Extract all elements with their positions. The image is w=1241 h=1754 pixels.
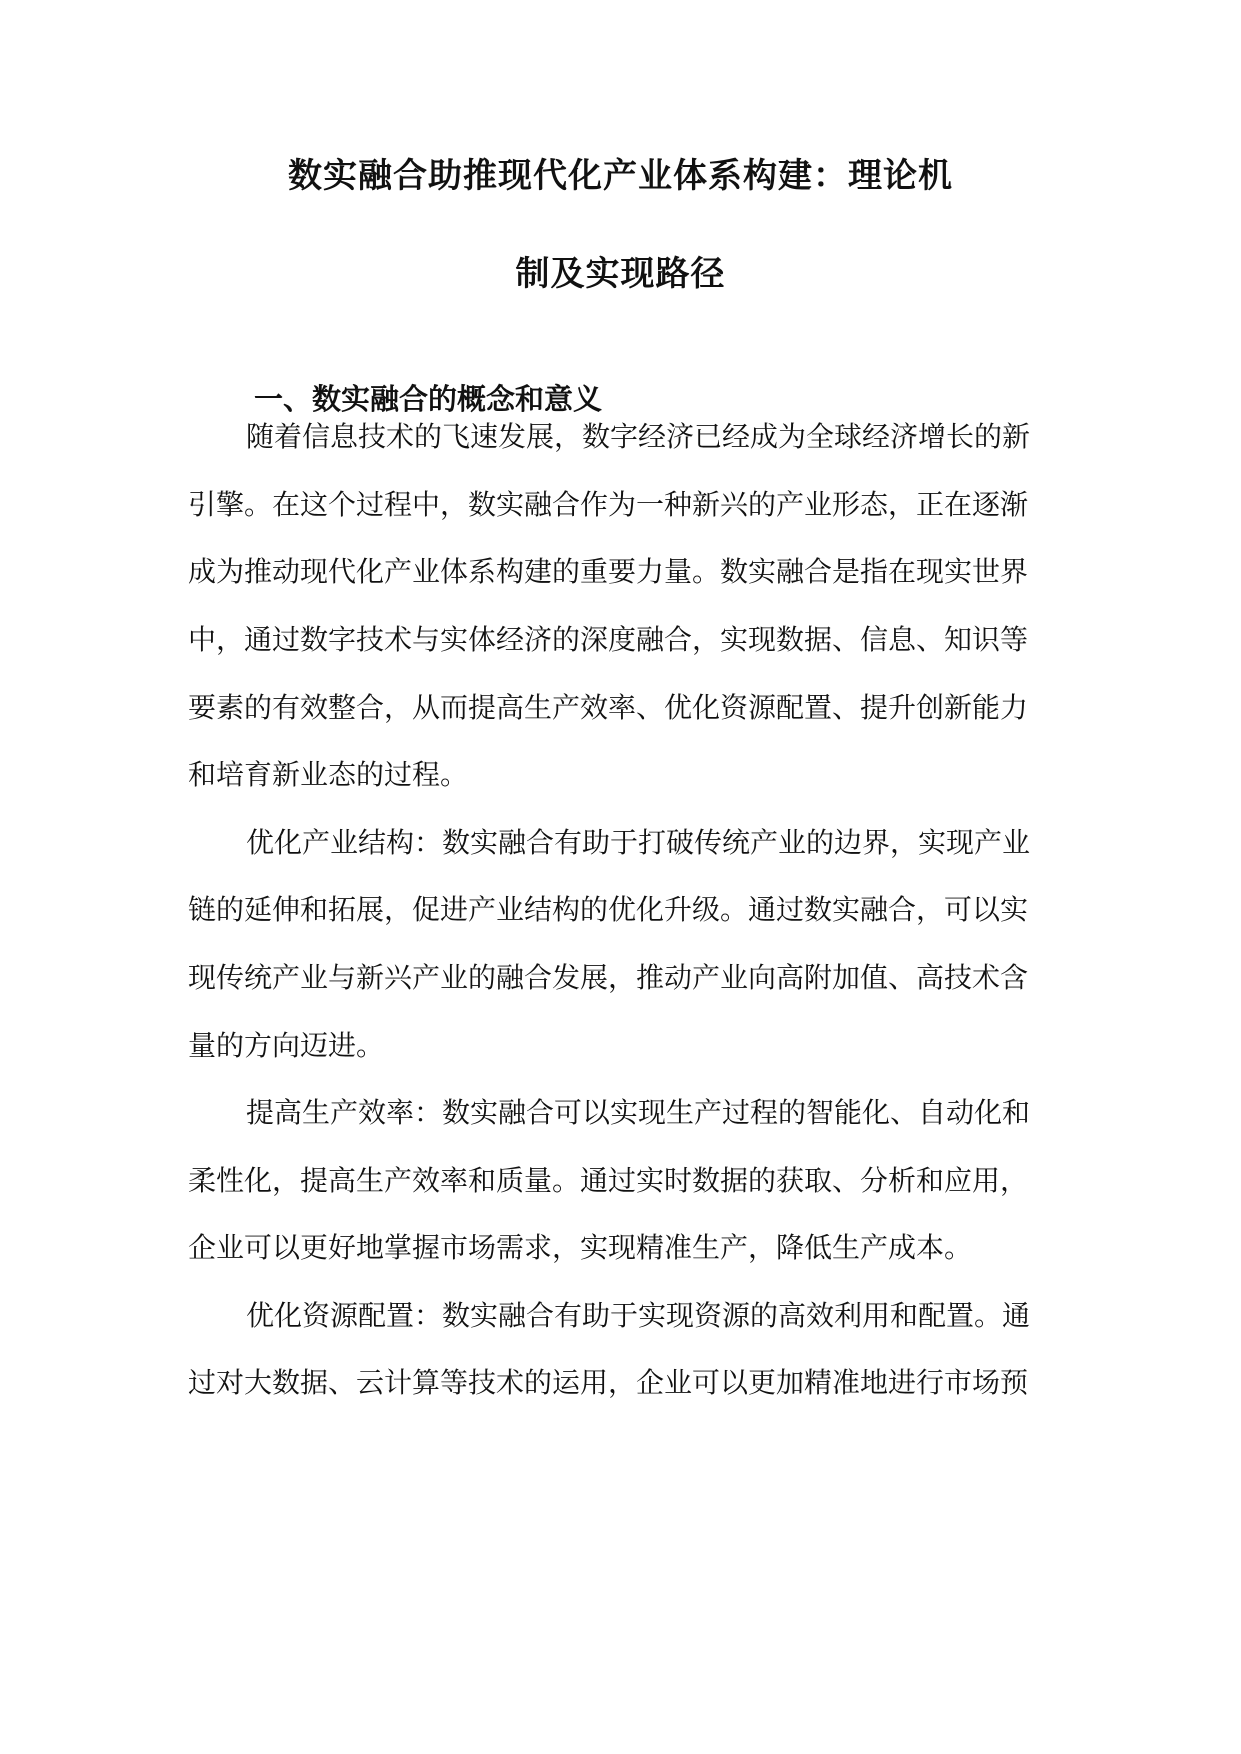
paragraph-3-line-1: 提高生产效率：数实融合可以实现生产过程的智能化、自动化和	[246, 1096, 1031, 1129]
document-title-line-1: 数实融合助推现代化产业体系构建：理论机	[288, 156, 953, 196]
section-heading: 一、数实融合的概念和意义	[254, 382, 603, 416]
paragraph-3-line-2: 柔性化，提高生产效率和质量。通过实时数据的获取、分析和应用，	[188, 1164, 1029, 1197]
paragraph-1-line-5: 要素的有效整合，从而提高生产效率、优化资源配置、提升创新能力	[188, 691, 1029, 724]
paragraph-1-line-6: 和培育新业态的过程。	[188, 758, 469, 791]
paragraph-1-line-2: 引擎。在这个过程中，数实融合作为一种新兴的产业形态，正在逐渐	[188, 488, 1029, 521]
paragraph-2-line-1: 优化产业结构：数实融合有助于打破传统产业的边界，实现产业	[246, 826, 1031, 859]
paragraph-1-line-3: 成为推动现代化产业体系构建的重要力量。数实融合是指在现实世界	[188, 555, 1029, 588]
paragraph-1-line-1: 随着信息技术的飞速发展，数字经济已经成为全球经济增长的新	[246, 420, 1031, 453]
paragraph-1-line-4: 中，通过数字技术与实体经济的深度融合，实现数据、信息、知识等	[188, 623, 1029, 656]
document-title-line-2: 制及实现路径	[515, 254, 726, 294]
paragraph-2-line-3: 现传统产业与新兴产业的融合发展，推动产业向高附加值、高技术含	[188, 961, 1029, 994]
paragraph-4-line-1: 优化资源配置：数实融合有助于实现资源的高效利用和配置。通	[246, 1299, 1031, 1332]
paragraph-3-line-3: 企业可以更好地掌握市场需求，实现精准生产，降低生产成本。	[188, 1231, 973, 1264]
paragraph-2-line-2: 链的延伸和拓展，促进产业结构的优化升级。通过数实融合，可以实	[188, 893, 1029, 926]
paragraph-4-line-2: 过对大数据、云计算等技术的运用，企业可以更加精准地进行市场预	[188, 1366, 1029, 1399]
paragraph-2-line-4: 量的方向迈进。	[188, 1029, 385, 1062]
